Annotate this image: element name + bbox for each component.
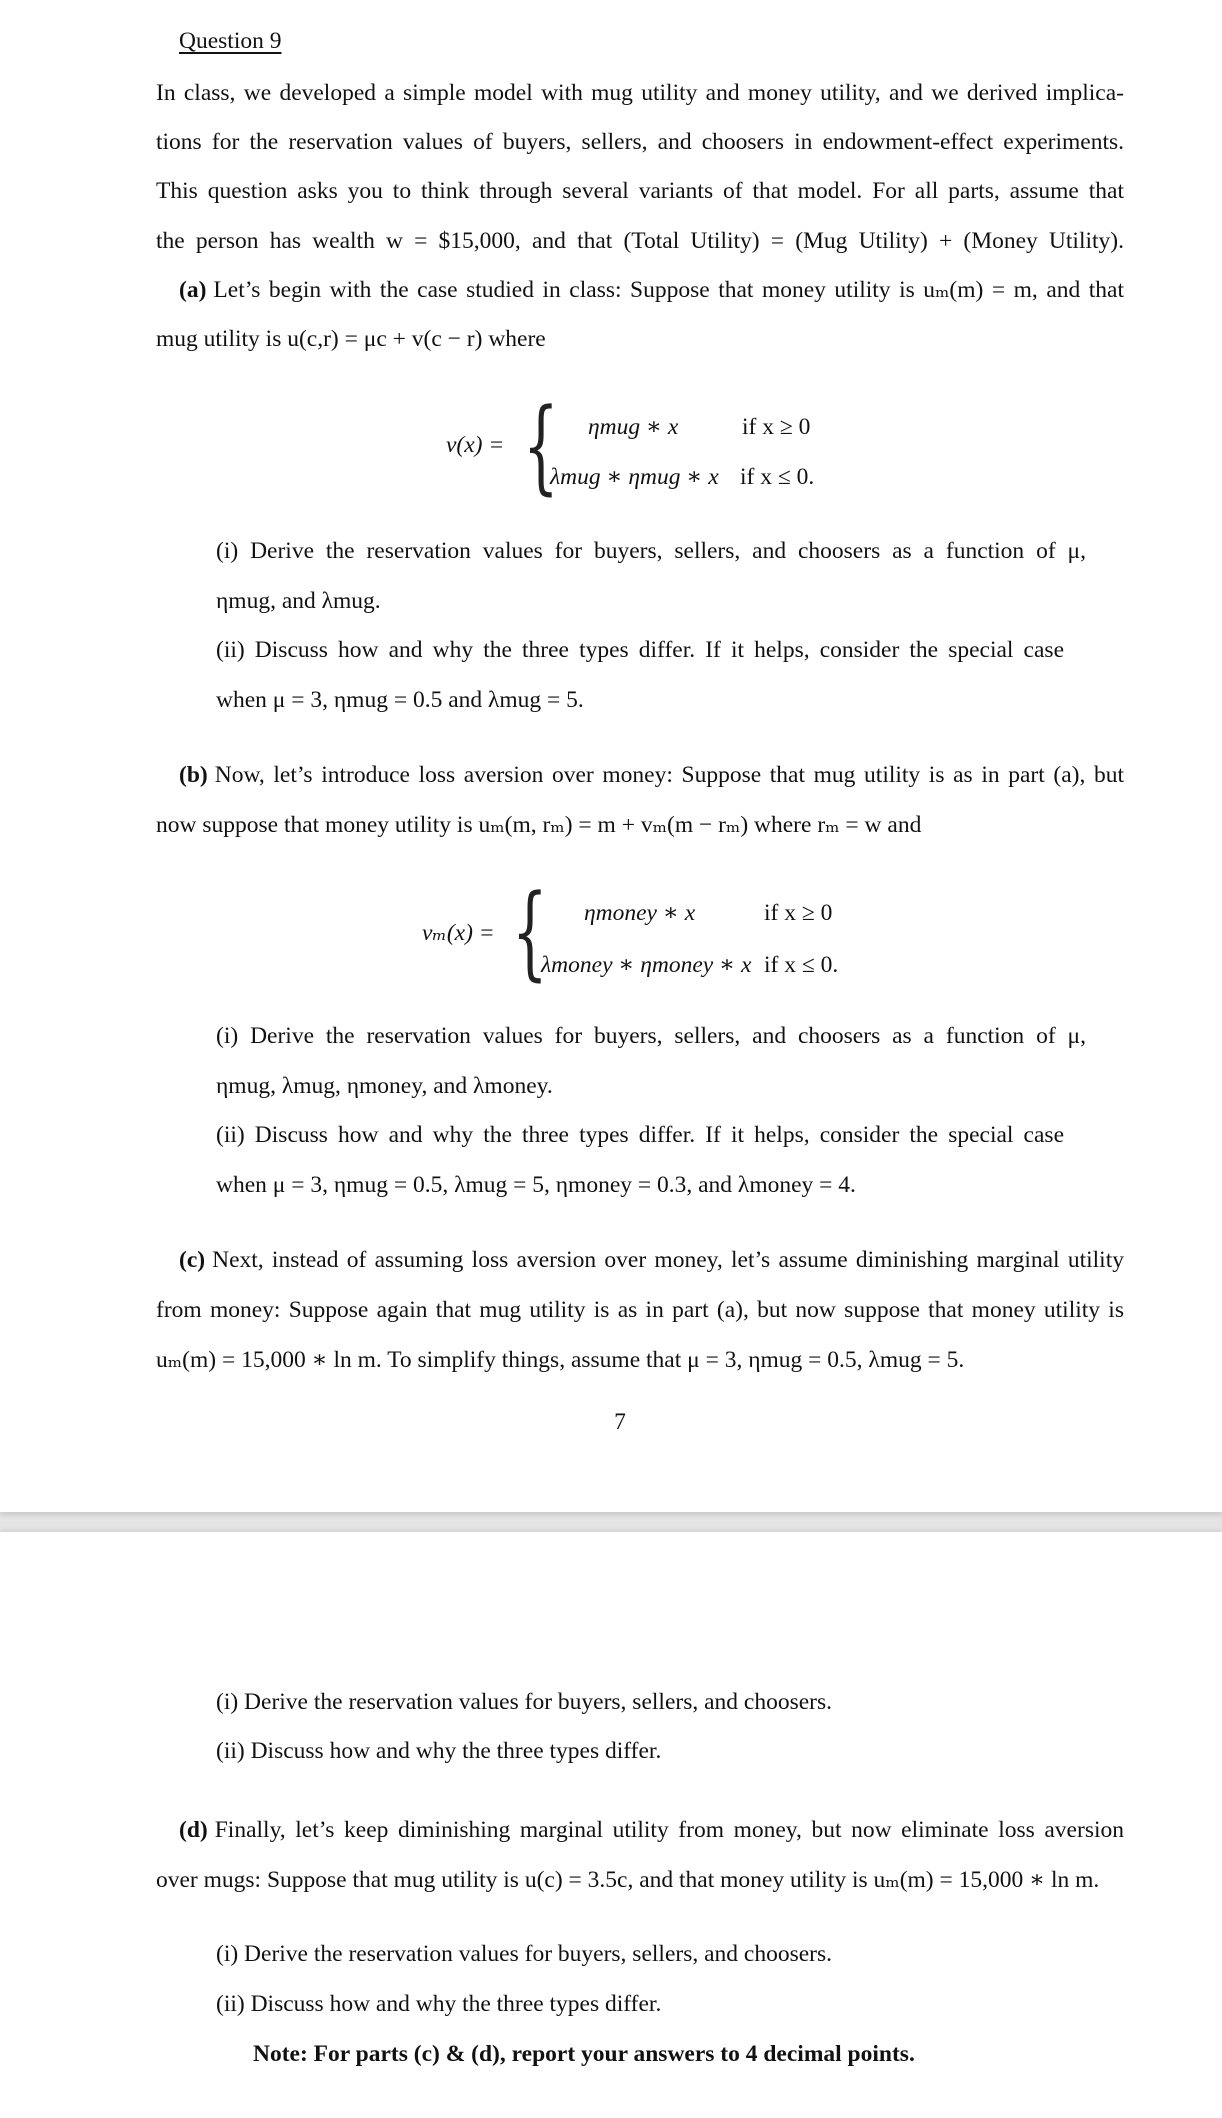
part-a-eq-lhs: v(x) = <box>446 432 505 458</box>
part-b-eq-row2-cond: if x ≤ 0. <box>764 952 839 978</box>
intro-line-3: This question asks you to think through several variants of that model. For all parts, assume that <box>156 178 1124 204</box>
part-c-ii-line: (ii) Discuss how and why the three types differ. <box>216 1738 662 1764</box>
part-b-text-1: Now, let’s introduce loss aversion over money: Suppose that mug utility is as in part (a), but <box>214 762 1124 788</box>
part-b-line-2: now suppose that money utility is uₘ(m, rₘ) = m + vₘ(m − rₘ) where rₘ = w and <box>156 812 922 838</box>
part-c-line-3: uₘ(m) = 15,000 ∗ ln m. To simplify things, assume that μ = 3, ηmug = 0.5, λmug = 5. <box>156 1347 965 1373</box>
part-b-eq-row1-expr: ηmoney ∗ x <box>584 900 696 926</box>
part-b-i-line-2: ηmug, λmug, ηmoney, and λmoney. <box>216 1073 553 1099</box>
part-c-i-line: (i) Derive the reservation values for buyers, sellers, and choosers. <box>216 1689 833 1715</box>
part-b-ii-line-2: when μ = 3, ηmug = 0.5, λmug = 5, ηmoney = 0.3, and λmoney = 4. <box>216 1172 856 1198</box>
note-text: Note: For parts (c) & (d), report your answers to 4 decimal points. <box>253 2041 915 2067</box>
part-d-text-1: Finally, let’s keep diminishing marginal utility from money, but now eliminate loss aversion <box>214 1817 1124 1843</box>
part-a-i-line-1: (i) Derive the reservation values for buyers, sellers, and choosers as a function of μ, <box>216 538 1086 564</box>
part-a-ii-line-2: when μ = 3, ηmug = 0.5 and λmug = 5. <box>216 687 584 713</box>
part-a-eq-row1-expr: ηmug ∗ x <box>588 414 679 440</box>
part-a-i-line-2: ηmug, and λmug. <box>216 588 381 614</box>
part-a-line-2: mug utility is u(c,r) = μc + v(c − r) where <box>156 326 546 352</box>
intro-line-4: the person has wealth w = $15,000, and that (Total Utility) = (Mug Utility) + (Money Utility). <box>156 228 1124 254</box>
part-b-eq-row2-expr: λmoney ∗ ηmoney ∗ x <box>541 952 752 978</box>
part-c-text-1: Next, instead of assuming loss aversion over money, let’s assume diminishing marginal utility <box>212 1247 1124 1273</box>
part-a-label: (a) <box>179 277 207 303</box>
part-b-line-1 <box>179 760 1124 790</box>
part-b-label: (b) <box>179 762 208 788</box>
part-b-eq-lhs: vₘ(x) = <box>422 920 495 946</box>
part-b-ii-line-1: (ii) Discuss how and why the three types differ. If it helps, consider the special case <box>216 1122 1064 1148</box>
part-a-eq-row2-cond: if x ≤ 0. <box>740 464 815 490</box>
part-d-i-line: (i) Derive the reservation values for buyers, sellers, and choosers. <box>216 1941 833 1967</box>
part-a-text-1: Let’s begin with the case studied in class: Suppose that money utility is uₘ(m) = m, and that <box>213 277 1124 303</box>
document-page-2 <box>0 1532 1222 2118</box>
part-b-i-line-1: (i) Derive the reservation values for buyers, sellers, and choosers as a function of μ, <box>216 1023 1086 1049</box>
page-number: 7 <box>614 1409 626 1435</box>
part-c-line-2: from money: Suppose again that mug utility is as in part (a), but now suppose that money utility is <box>156 1297 1124 1323</box>
part-d-ii-line: (ii) Discuss how and why the three types differ. <box>216 1991 662 2017</box>
part-a-ii-line-1: (ii) Discuss how and why the three types differ. If it helps, consider the special case <box>216 637 1064 663</box>
intro-line-2: tions for the reservation values of buyers, sellers, and choosers in endowment-effect experiments. <box>156 129 1124 155</box>
part-a-eq-row2-expr: λmug ∗ ηmug ∗ x <box>550 464 719 490</box>
part-c-label: (c) <box>179 1247 206 1273</box>
part-d-line-1 <box>179 1815 1124 1845</box>
part-a-eq-row1-cond: if x ≥ 0 <box>742 414 811 440</box>
intro-line-1: In class, we developed a simple model with mug utility and money utility, and we derived implica- <box>156 80 1124 106</box>
part-a-line-1 <box>179 275 1124 305</box>
part-a-eq-brace: { <box>523 387 559 506</box>
part-b-eq-brace: { <box>512 873 548 992</box>
part-d-line-2: over mugs: Suppose that mug utility is u(c) = 3.5c, and that money utility is uₘ(m) = 15,000 ∗ ln m. <box>156 1867 1100 1893</box>
part-b-eq-row1-cond: if x ≥ 0 <box>764 900 833 926</box>
part-d-label: (d) <box>179 1817 208 1843</box>
part-c-line-1 <box>179 1245 1124 1275</box>
question-title: Question 9 <box>179 28 282 54</box>
